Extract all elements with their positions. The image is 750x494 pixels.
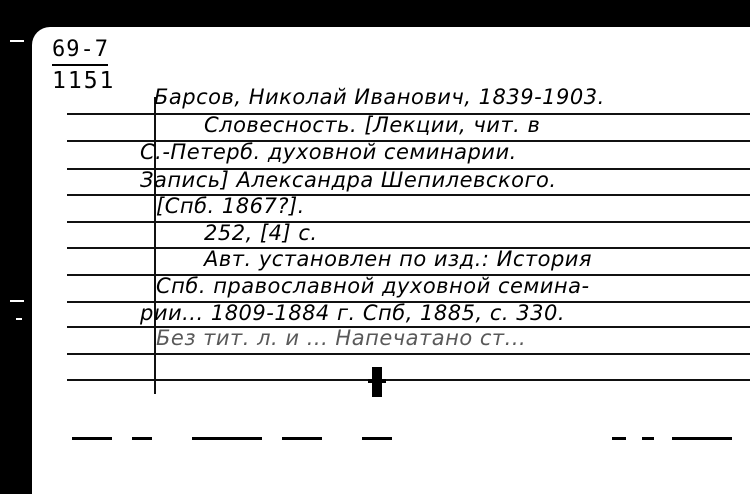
ink-blot <box>368 379 386 383</box>
card-line-pagination: 252, [4] с. <box>204 221 318 245</box>
call-number-bottom: 1151 <box>52 68 116 94</box>
card-line-title-cont: С.-Петерб. духовной семинарии. <box>140 140 517 164</box>
card-line-title: Словесность. [Лекции, чит. в <box>204 113 541 137</box>
card-line-recorder: Запись] Александра Шепилевского. <box>140 168 557 192</box>
card-line-partial: Без тит. л. и ... Напечатано ст... <box>156 326 527 350</box>
card-line-note-cont: Спб. православной духовной семина- <box>156 274 590 298</box>
ruled-line <box>67 353 750 355</box>
call-number-top: 69-7 <box>52 37 109 62</box>
card-line-source: рии... 1809-1884 г. Спб, 1885, с. 330. <box>140 301 565 325</box>
catalog-card <box>32 27 750 494</box>
ruled-line <box>67 221 750 223</box>
card-line-imprint: [Спб. 1867?]. <box>156 194 305 218</box>
card-line-author: Барсов, Николай Иванович, 1839-1903. <box>154 85 605 109</box>
faint-bottom-line <box>72 437 730 451</box>
call-number <box>52 37 116 94</box>
card-line-note: Авт. установлен по изд.: История <box>204 247 593 271</box>
call-number-divider <box>52 64 108 66</box>
ruled-line <box>67 379 750 381</box>
adjacent-card-edge <box>0 0 26 494</box>
